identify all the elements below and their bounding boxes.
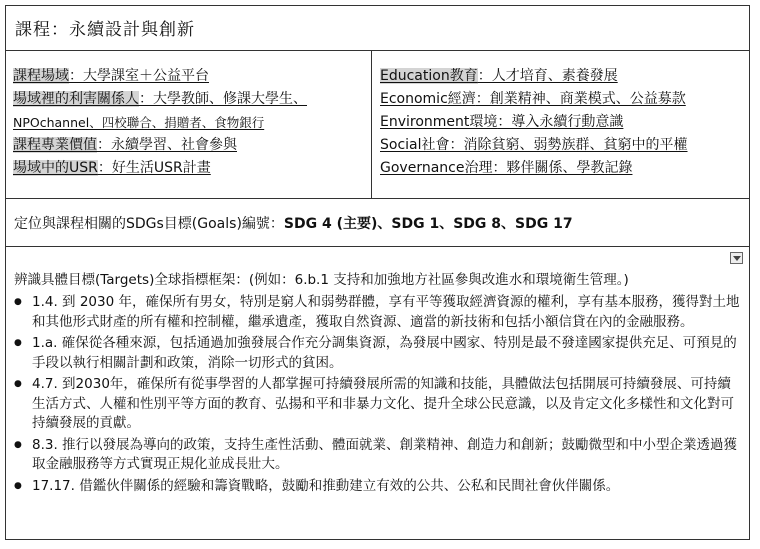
- field-line: 課程場域：大學課室＋公益平台: [13, 68, 209, 84]
- governance-line: Governance治理：夥伴關係、學教記錄: [380, 160, 633, 176]
- course-table: [5, 5, 750, 540]
- goals-row: [6, 199, 749, 247]
- usr-line: 場域中的USR：好生活USR計畫: [13, 160, 211, 176]
- target-item: ● 1.4. 到 2030 年，確保所有男女，特別是窮人和弱勢群體，享有平等獲取經濟資源的權利，享有基本服務，獲得對土地和其他形式財產的所有權和控制權，繼承遺產，獲取自然資源、適當的新技術和包括小額信貸在內的金融服務。: [14, 293, 741, 332]
- stakeholders-line-cont: NPOchannel、四校聯合、捐贈者、食物銀行: [13, 115, 265, 130]
- esg-column: [372, 51, 749, 198]
- title-row: [6, 6, 749, 51]
- target-item: ● 4.7. 到2030年，確保所有從事學習的人都掌握可持續發展所需的知識和技能，具體做法包括開展可持續發展、可持續生活方式、人權和性別平等方面的教育、弘揚和平和非暴力文化、提升全球公民意識，以及肯定文化多樣性和文化對可持續發展的貢獻。: [14, 375, 741, 434]
- sdg-goals: 定位與課程相關的SDGs目標(Goals)編號：SDG 4 (主要)、SDG 1、SDG 8、SDG 17: [14, 216, 573, 232]
- social-line: Social社會：消除貧窮、弱勢族群、貧窮中的平權: [380, 137, 688, 153]
- target-item: ● 1.a. 確保從各種來源，包括通過加強發展合作充分調集資源，為發展中國家、特別是最不發達國家提供充足、可預見的手段以執行相關計劃和政策，消除一切形式的貧困。: [14, 334, 741, 373]
- dropdown-toggle-icon[interactable]: [730, 252, 743, 264]
- education-line: Education教育：人才培育、素養發展: [380, 68, 618, 84]
- target-item: ● 17.17. 借鑑伙伴關係的經驗和籌資戰略，鼓勵和推動建立有效的公共、公私和民間社會伙伴關係。: [14, 477, 741, 497]
- targets-list: [14, 293, 741, 498]
- targets-intro: 辨識具體目標(Targets)全球指標框架：(例如：6.b.1 支持和加強地方社區參與改進水和環境衛生管理。): [14, 272, 629, 288]
- course-context-column: [6, 51, 372, 198]
- economic-line: Economic經濟：創業精神、商業模式、公益募款: [380, 91, 686, 107]
- environment-line: Environment環境：導入永續行動意識: [380, 114, 624, 130]
- stakeholders-line: 場域裡的利害關係人：大學教師、修課大學生、: [13, 91, 307, 107]
- target-item: ● 8.3. 推行以發展為導向的政策，支持生產性活動、體面就業、創業精神、創造力和創新；鼓勵微型和中小型企業透過獲取金融服務等方式實現正規化並成長壯大。: [14, 436, 741, 475]
- professional-value-line: 課程專業價值：永續學習、社會參與: [13, 137, 237, 153]
- context-row: [6, 51, 749, 199]
- course-title: 課程：永續設計與創新: [15, 20, 195, 40]
- targets-row: [6, 247, 749, 539]
